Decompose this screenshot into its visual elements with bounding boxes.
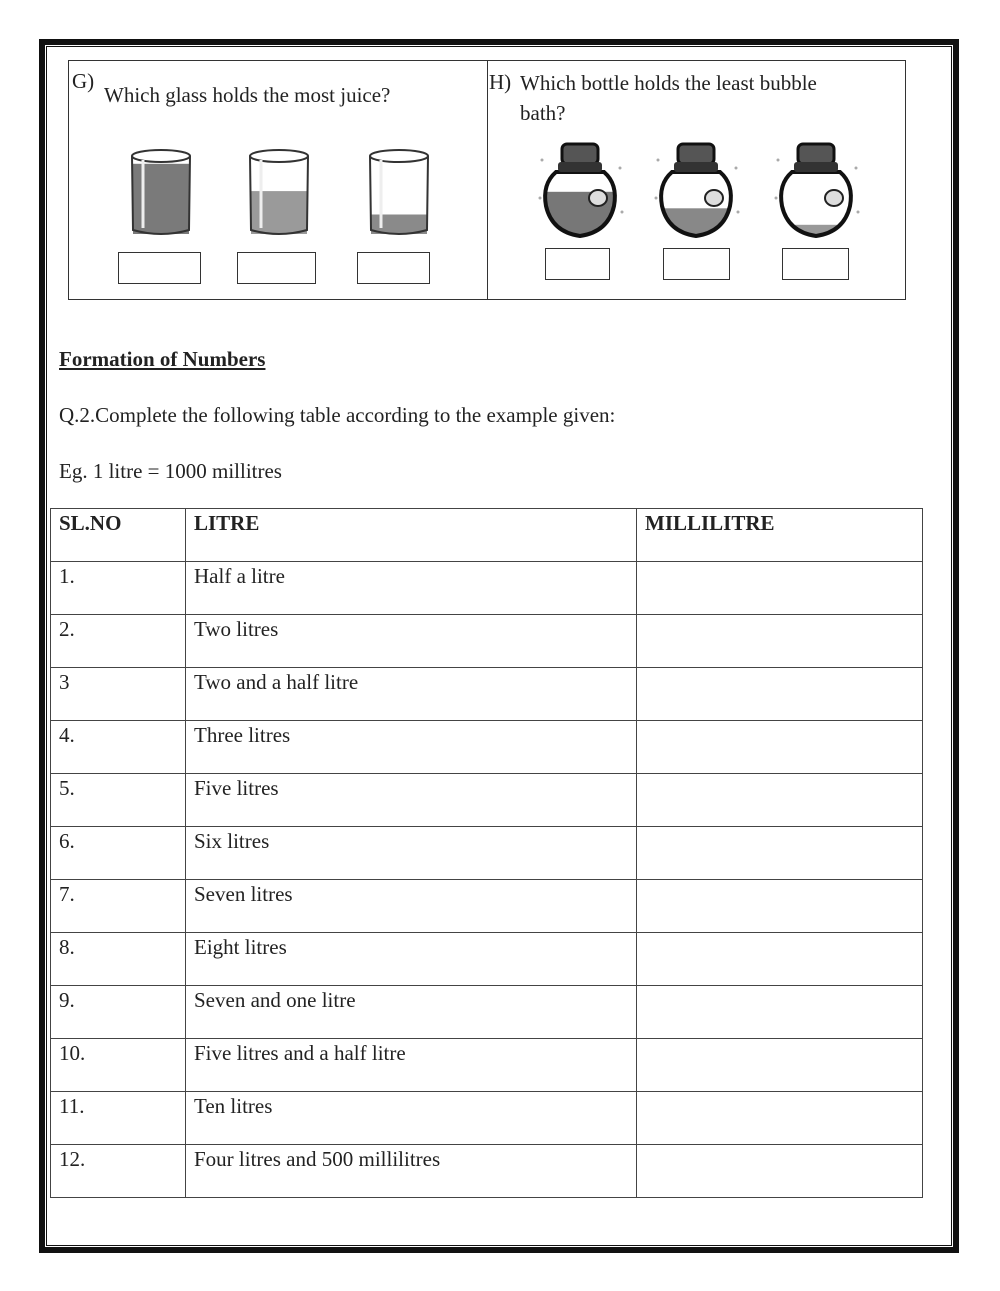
table-row bbox=[51, 615, 923, 668]
question-g-text: Which glass holds the most juice? bbox=[104, 83, 391, 107]
row-slno: 7. bbox=[51, 880, 186, 933]
row-millilitre-answer[interactable] bbox=[637, 774, 923, 827]
glass-2-icon bbox=[246, 146, 314, 238]
row-millilitre-answer[interactable] bbox=[637, 1145, 923, 1198]
table-row bbox=[51, 668, 923, 721]
glass-1-icon bbox=[128, 146, 196, 238]
table-row bbox=[51, 1092, 923, 1145]
header-slno: SL.NO bbox=[51, 509, 186, 562]
row-slno: 10. bbox=[51, 1039, 186, 1092]
row-litre: Three litres bbox=[186, 721, 637, 774]
row-litre: Two and a half litre bbox=[186, 668, 637, 721]
question-h-text-line1: Which bottle holds the least bubble bbox=[520, 71, 817, 95]
glass-liquid bbox=[251, 191, 307, 234]
row-litre: Five litres and a half litre bbox=[186, 1039, 637, 1092]
row-slno: 11. bbox=[51, 1092, 186, 1145]
question-h-text-line2: bath? bbox=[520, 101, 566, 125]
bottle-1-answer-box[interactable] bbox=[545, 248, 610, 280]
row-slno: 2. bbox=[51, 615, 186, 668]
glass-1-answer-box[interactable] bbox=[118, 252, 201, 284]
row-slno: 9. bbox=[51, 986, 186, 1039]
row-litre: Two litres bbox=[186, 615, 637, 668]
table-row bbox=[51, 1145, 923, 1198]
row-millilitre-answer[interactable] bbox=[637, 827, 923, 880]
bottle-2-answer-box[interactable] bbox=[663, 248, 730, 280]
row-litre: Eight litres bbox=[186, 933, 637, 986]
row-slno: 12. bbox=[51, 1145, 186, 1198]
bottle-3-answer-box[interactable] bbox=[782, 248, 849, 280]
question-divider bbox=[487, 60, 488, 300]
glass-3-icon bbox=[366, 146, 434, 238]
row-litre: Half a litre bbox=[186, 562, 637, 615]
table-row bbox=[51, 880, 923, 933]
section-heading: Formation of Numbers bbox=[59, 347, 266, 371]
row-millilitre-answer[interactable] bbox=[637, 1039, 923, 1092]
row-slno: 6. bbox=[51, 827, 186, 880]
conversion-table bbox=[50, 508, 923, 1198]
question-g-letter: G) bbox=[72, 69, 95, 93]
row-litre: Six litres bbox=[186, 827, 637, 880]
row-millilitre-answer[interactable] bbox=[637, 615, 923, 668]
bottle-2-icon bbox=[652, 140, 742, 240]
header-millilitre: MILLILITRE bbox=[637, 509, 923, 562]
table-row bbox=[51, 562, 923, 615]
row-litre: Ten litres bbox=[186, 1092, 637, 1145]
row-millilitre-answer[interactable] bbox=[637, 1092, 923, 1145]
table-row bbox=[51, 827, 923, 880]
table-row bbox=[51, 986, 923, 1039]
row-slno: 8. bbox=[51, 933, 186, 986]
bottle-3-icon bbox=[772, 140, 862, 240]
row-millilitre-answer[interactable] bbox=[637, 880, 923, 933]
row-slno: 3 bbox=[51, 668, 186, 721]
row-litre: Seven litres bbox=[186, 880, 637, 933]
row-litre: Five litres bbox=[186, 774, 637, 827]
row-millilitre-answer[interactable] bbox=[637, 933, 923, 986]
table-row bbox=[51, 933, 923, 986]
row-slno: 1. bbox=[51, 562, 186, 615]
glass-liquid bbox=[133, 164, 189, 234]
row-litre: Seven and one litre bbox=[186, 986, 637, 1039]
header-litre: LITRE bbox=[186, 509, 637, 562]
table-row bbox=[51, 721, 923, 774]
table-row bbox=[51, 1039, 923, 1092]
row-millilitre-answer[interactable] bbox=[637, 668, 923, 721]
glass-3-answer-box[interactable] bbox=[357, 252, 430, 284]
instruction-text: Q.2.Complete the following table according to the example given: bbox=[59, 403, 616, 427]
row-slno: 4. bbox=[51, 721, 186, 774]
row-litre: Four litres and 500 millilitres bbox=[186, 1145, 637, 1198]
example-text: Eg. 1 litre = 1000 millitres bbox=[59, 459, 282, 483]
row-millilitre-answer[interactable] bbox=[637, 986, 923, 1039]
row-slno: 5. bbox=[51, 774, 186, 827]
bottle-1-icon bbox=[536, 140, 626, 240]
row-millilitre-answer[interactable] bbox=[637, 721, 923, 774]
table-row bbox=[51, 774, 923, 827]
table-header-row bbox=[51, 509, 923, 562]
row-millilitre-answer[interactable] bbox=[637, 562, 923, 615]
glass-2-answer-box[interactable] bbox=[237, 252, 316, 284]
question-h-letter: H) bbox=[489, 70, 512, 94]
